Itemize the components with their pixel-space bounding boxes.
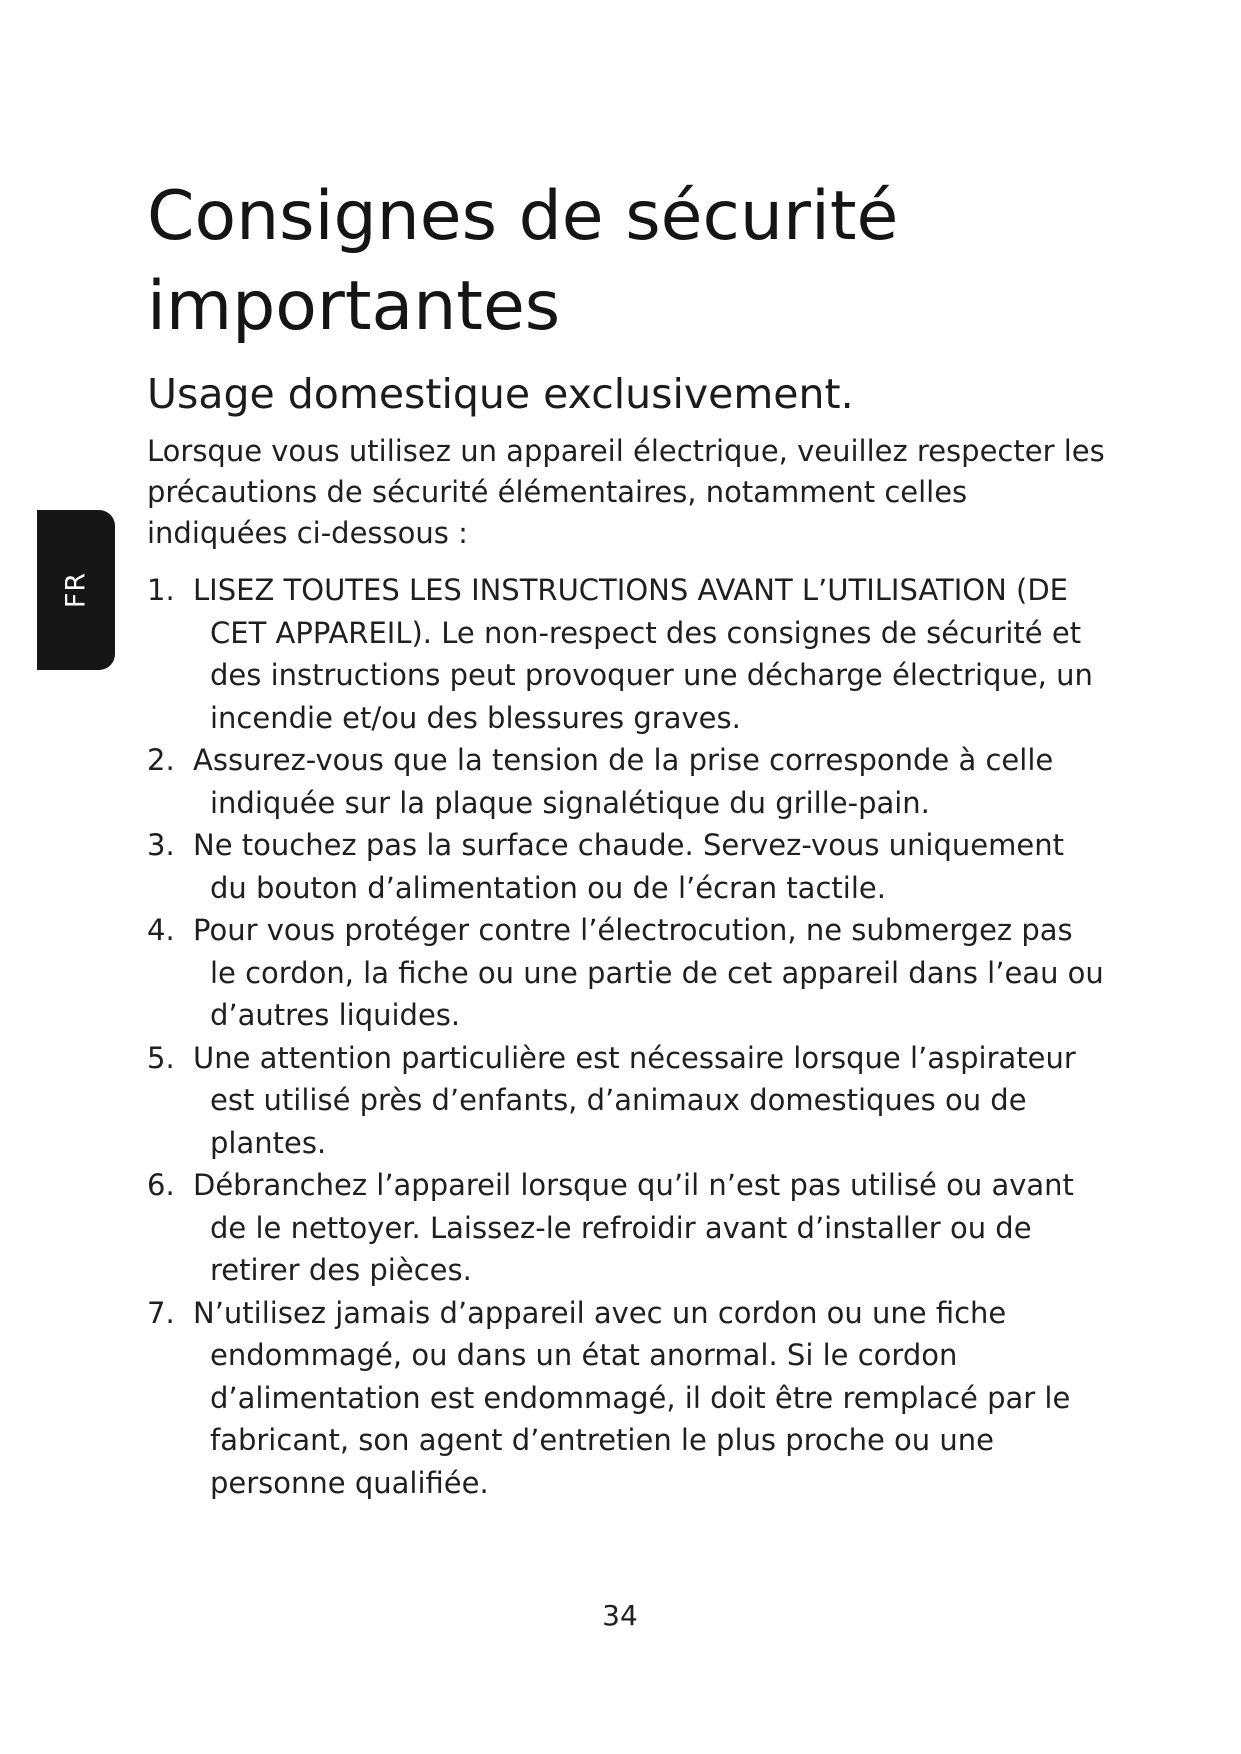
list-item-number: 3.	[147, 828, 175, 862]
page-title: Consignes de sécurité importantes	[147, 177, 899, 346]
list-item-number: 1.	[147, 573, 175, 607]
list-item-text: Ne touchez pas la surface chaude. Servez-vous uniquement du bouton d’alimentation ou de l’écran tactile.	[193, 828, 1064, 905]
list-item	[147, 1037, 1107, 1165]
list-item-number: 4.	[147, 913, 175, 947]
language-tab-label: FR	[60, 571, 92, 609]
list-item	[147, 824, 1107, 909]
list-item-text: Assurez-vous que la tension de la prise corresponde à celle indiquée sur la plaque signalétique du grille-pain.	[193, 743, 1054, 820]
list-item	[147, 1292, 1107, 1505]
page-number: 34	[602, 1599, 638, 1632]
page-subtitle: Usage domestique exclusivement.	[147, 370, 854, 418]
list-item-number: 6.	[147, 1168, 175, 1202]
safety-rules-list	[147, 569, 1107, 1504]
list-item-text: LISEZ TOUTES LES INSTRUCTIONS AVANT L’UTILISATION (DE CET APPAREIL). Le non-respect des consignes de sécurité et des instructions peut provoquer une décharge électrique, un incendie et/ou des blessures graves.	[193, 573, 1093, 735]
list-item-number: 5.	[147, 1040, 175, 1075]
list-item	[147, 569, 1107, 739]
list-item-text: N’utilisez jamais d’appareil avec un cordon ou une fiche endommagé, ou dans un état anormal. Si le cordon d’alimentation est endommagé, il doit être remplacé par le fabricant, son agent d’entretien le plus proche ou une personne qualifiée.	[193, 1295, 1071, 1500]
list-item-text: Débranchez l’appareil lorsque qu’il n’est pas utilisé ou avant de le nettoyer. Laissez-le refroidir avant d’installer ou de retirer des pièces.	[193, 1168, 1074, 1287]
list-item	[147, 739, 1107, 824]
list-item-text: Une attention particulière est nécessaire lorsque l’aspirateur est utilisé près d’enfants, d’animaux domestiques ou de plantes.	[193, 1040, 1076, 1160]
language-tab	[37, 510, 115, 670]
list-item-number: 2.	[147, 743, 175, 777]
list-item-text: Pour vous protéger contre l’électrocution, ne submergez pas le cordon, la fiche ou une partie de cet appareil dans l’eau ou d’autres liquides.	[193, 913, 1104, 1032]
list-item	[147, 1164, 1107, 1292]
list-item-number: 7.	[147, 1295, 175, 1330]
list-item	[147, 909, 1107, 1037]
intro-paragraph: Lorsque vous utilisez un appareil électrique, veuillez respecter les précautions de sécurité élémentaires, notamment celles indiquées ci-dessous :	[147, 434, 1105, 550]
